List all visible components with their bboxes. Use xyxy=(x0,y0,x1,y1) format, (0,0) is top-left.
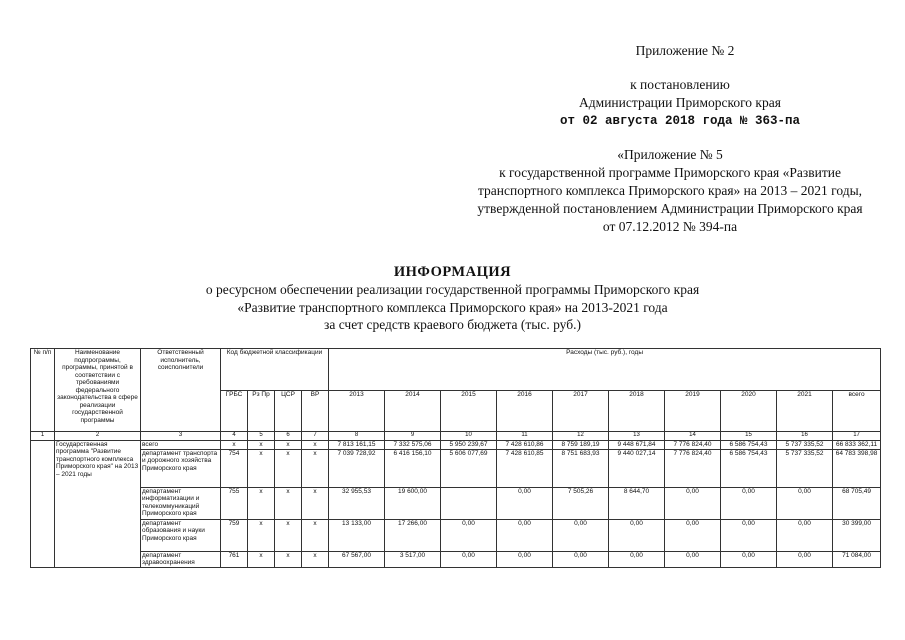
value-cell: 9 440 027,14 xyxy=(609,449,665,487)
administration-text: Администрации Приморского края xyxy=(579,95,781,110)
value-cell: 6 416 156,10 xyxy=(385,449,441,487)
code-cell: х xyxy=(302,519,329,551)
value-cell: 6 586 754,43 xyxy=(721,449,777,487)
header-year-2020: 2020 xyxy=(721,390,777,432)
col-number: 11 xyxy=(497,432,553,441)
value-cell: 0,00 xyxy=(777,487,833,519)
header-year-2015: 2015 xyxy=(441,390,497,432)
col-number: 8 xyxy=(329,432,385,441)
value-cell: 5 950 239,67 xyxy=(441,440,497,449)
table-row xyxy=(31,449,881,487)
title-line-1: о ресурсном обеспечении реализации государственной программы Приморского края xyxy=(205,282,700,297)
appendix-2-block xyxy=(560,42,810,60)
col-number: 2 xyxy=(55,432,141,441)
header-expenses-group: Расходы (тыс. руб.), годы xyxy=(329,349,881,391)
approved-line: утвержденной постановлением Администрации Приморского края xyxy=(477,201,863,216)
value-cell: 0,00 xyxy=(609,519,665,551)
col-number: 13 xyxy=(609,432,665,441)
value-cell: 0,00 xyxy=(497,519,553,551)
header-codes-group: Код бюджетной классификации xyxy=(221,349,329,391)
to-resolution-text: к постановлению xyxy=(630,77,730,92)
col-number: 14 xyxy=(665,432,721,441)
value-cell: 0,00 xyxy=(553,519,609,551)
value-cell: 8 751 683,93 xyxy=(553,449,609,487)
value-cell: 8 759 189,19 xyxy=(553,440,609,449)
header-year-2021: 2021 xyxy=(777,390,833,432)
value-cell: 7 776 824,40 xyxy=(665,449,721,487)
value-cell: 7 428 610,86 xyxy=(497,440,553,449)
value-cell: 66 833 362,11 xyxy=(833,440,881,449)
value-cell: 5 606 077,69 xyxy=(441,449,497,487)
value-cell: 7 332 575,06 xyxy=(385,440,441,449)
header-year-2018: 2018 xyxy=(609,390,665,432)
header-year-2017: 2017 xyxy=(553,390,609,432)
value-cell: 5 737 335,52 xyxy=(777,440,833,449)
appendix-5-label: «Приложение № 5 xyxy=(617,147,723,162)
value-cell: 0,00 xyxy=(665,487,721,519)
code-cell: х xyxy=(275,440,302,449)
code-cell: х xyxy=(248,449,275,487)
col-number: 12 xyxy=(553,432,609,441)
table-row xyxy=(31,440,881,449)
header-year-2019: 2019 xyxy=(665,390,721,432)
value-cell: 0,00 xyxy=(721,487,777,519)
header-total: всего xyxy=(833,390,881,432)
col-number: 6 xyxy=(275,432,302,441)
column-number-row xyxy=(31,432,881,441)
value-cell: 0,00 xyxy=(721,551,777,567)
resolution-block xyxy=(530,76,830,130)
header-code-vr: ВР xyxy=(302,390,329,432)
appendix-2-label: Приложение № 2 xyxy=(635,43,735,58)
resolution-date-line: от 02 августа 2018 года № 363-па xyxy=(559,114,801,128)
code-cell: х xyxy=(248,487,275,519)
value-cell: 0,00 xyxy=(497,487,553,519)
col-number: 3 xyxy=(141,432,221,441)
code-cell: х xyxy=(275,551,302,567)
executor-cell: департамент здравоохранения xyxy=(141,551,221,567)
value-cell: 0,00 xyxy=(553,551,609,567)
header-num: № п/п xyxy=(31,349,55,432)
header-code-rzpr: Рз Пр xyxy=(248,390,275,432)
value-cell: 6 586 754,43 xyxy=(721,440,777,449)
value-cell: 17 266,00 xyxy=(385,519,441,551)
col-number: 16 xyxy=(777,432,833,441)
col-number: 7 xyxy=(302,432,329,441)
col-number: 10 xyxy=(441,432,497,441)
col-number: 15 xyxy=(721,432,777,441)
code-cell: х xyxy=(221,440,248,449)
value-cell: 0,00 xyxy=(777,519,833,551)
header-code-csr: ЦСР xyxy=(275,390,302,432)
value-cell: 0,00 xyxy=(497,551,553,567)
value-cell: 5 737 335,52 xyxy=(777,449,833,487)
code-cell: х xyxy=(248,519,275,551)
table-row xyxy=(31,487,881,519)
value-cell: 0,00 xyxy=(665,551,721,567)
row-num-cell xyxy=(31,440,55,567)
appendix-5-block xyxy=(420,146,905,236)
value-cell: 7 813 161,15 xyxy=(329,440,385,449)
value-cell: 0,00 xyxy=(777,551,833,567)
value-cell: 0,00 xyxy=(721,519,777,551)
value-cell: 30 399,00 xyxy=(833,519,881,551)
value-cell: 3 517,00 xyxy=(385,551,441,567)
header-year-2014: 2014 xyxy=(385,390,441,432)
header-year-2016: 2016 xyxy=(497,390,553,432)
executor-cell: департамент образования и науки Приморского края xyxy=(141,519,221,551)
value-cell: 19 600,00 xyxy=(385,487,441,519)
code-cell: 759 xyxy=(221,519,248,551)
value-cell: 67 567,00 xyxy=(329,551,385,567)
program-line-1: к государственной программе Приморского края «Развитие xyxy=(499,165,841,180)
value-cell: 64 783 398,98 xyxy=(833,449,881,487)
table-row xyxy=(31,519,881,551)
value-cell: 7 428 610,85 xyxy=(497,449,553,487)
value-cell xyxy=(441,487,497,519)
code-cell: х xyxy=(248,551,275,567)
title-line-3: за счет средств краевого бюджета (тыс. руб.) xyxy=(324,317,581,332)
code-cell: 755 xyxy=(221,487,248,519)
program-name-cell: Государственная программа "Развитие транспортного комплекса Приморского края" на 2013 – 2021 годы xyxy=(55,440,141,567)
executor-cell: всего xyxy=(141,440,221,449)
value-cell: 0,00 xyxy=(665,519,721,551)
value-cell: 0,00 xyxy=(609,551,665,567)
code-cell: х xyxy=(248,440,275,449)
col-number: 9 xyxy=(385,432,441,441)
program-line-2: транспортного комплекса Приморского края» на 2013 – 2021 годы, xyxy=(477,183,863,198)
col-number: 1 xyxy=(31,432,55,441)
table-header-row-1 xyxy=(31,349,881,391)
code-cell: 754 xyxy=(221,449,248,487)
approved-date: от 07.12.2012 № 394-па xyxy=(602,219,738,234)
value-cell: 68 705,49 xyxy=(833,487,881,519)
col-number: 5 xyxy=(248,432,275,441)
document-title: ИНФОРМАЦИЯ xyxy=(393,264,512,280)
value-cell: 7 776 824,40 xyxy=(665,440,721,449)
code-cell: х xyxy=(302,487,329,519)
document-title-block xyxy=(0,263,905,334)
executor-cell: департамент транспорта и дорожного хозяйства Приморского края xyxy=(141,449,221,487)
code-cell: х xyxy=(302,449,329,487)
value-cell: 13 133,00 xyxy=(329,519,385,551)
header-name: Наименование подпрограммы, программы, принятой в соответствии с требованиями федерального законодательства в сфере реализации государственной программы xyxy=(55,349,141,432)
code-cell: х xyxy=(302,440,329,449)
value-cell: 0,00 xyxy=(441,551,497,567)
value-cell: 8 644,70 xyxy=(609,487,665,519)
value-cell: 9 448 671,84 xyxy=(609,440,665,449)
table-row xyxy=(31,551,881,567)
value-cell: 0,00 xyxy=(441,519,497,551)
value-cell: 7 505,26 xyxy=(553,487,609,519)
value-cell: 32 955,53 xyxy=(329,487,385,519)
resource-table xyxy=(30,348,881,568)
header-year-2013: 2013 xyxy=(329,390,385,432)
col-number: 17 xyxy=(833,432,881,441)
code-cell: х xyxy=(275,487,302,519)
code-cell: 761 xyxy=(221,551,248,567)
header-executor: Ответственный исполнитель, соисполнители xyxy=(141,349,221,432)
col-number: 4 xyxy=(221,432,248,441)
title-line-2: «Развитие транспортного комплекса Приморского края» на 2013-2021 года xyxy=(237,299,668,315)
executor-cell: департамент информатизации и телекоммуникаций Приморского края xyxy=(141,487,221,519)
code-cell: х xyxy=(275,449,302,487)
header-code-grbs: ГРБС xyxy=(221,390,248,432)
value-cell: 7 039 728,92 xyxy=(329,449,385,487)
value-cell: 71 084,00 xyxy=(833,551,881,567)
code-cell: х xyxy=(275,519,302,551)
code-cell: х xyxy=(302,551,329,567)
